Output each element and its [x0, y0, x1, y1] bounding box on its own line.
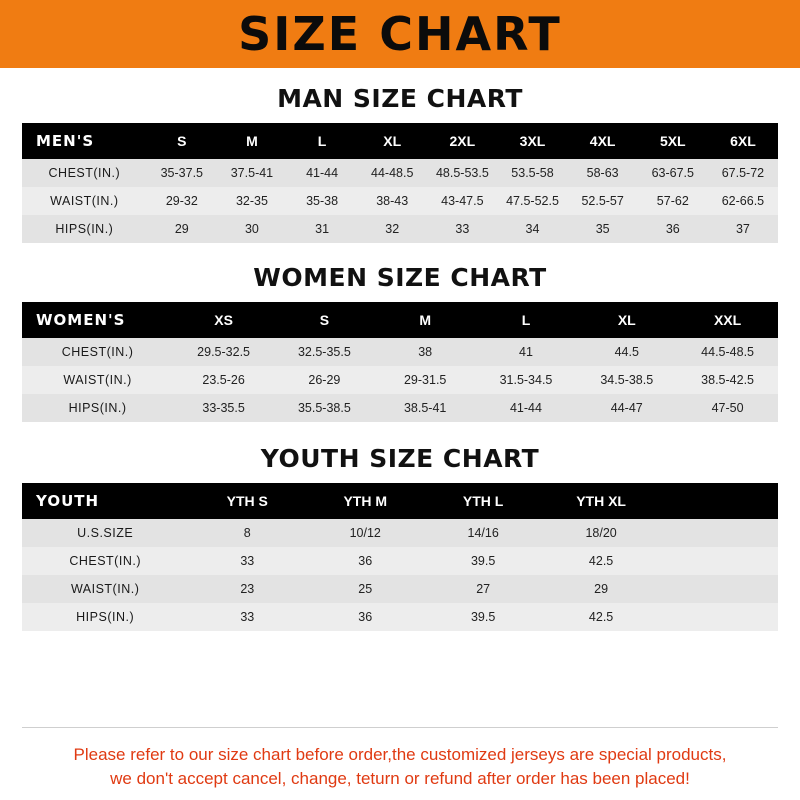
men-hips-s: 29 — [147, 215, 217, 243]
men-hips-xl: 32 — [357, 215, 427, 243]
men-table-wrap — [0, 123, 800, 243]
men-col-5xl: 5XL — [638, 123, 708, 159]
women-chest-xs: 29.5-32.5 — [173, 338, 274, 366]
youth-col-l: YTH L — [424, 483, 542, 519]
women-waist-xs: 23.5-26 — [173, 366, 274, 394]
men-size-table — [22, 123, 778, 243]
women-col-s: S — [274, 302, 375, 338]
table-row — [22, 338, 778, 366]
women-hips-m: 38.5-41 — [375, 394, 476, 422]
women-waist-xl: 34.5-38.5 — [576, 366, 677, 394]
table-row — [22, 159, 778, 187]
women-waist-m: 29-31.5 — [375, 366, 476, 394]
men-row-header: MEN'S — [22, 123, 147, 159]
youth-hips-s: 33 — [188, 603, 306, 631]
men-waist-m: 32-35 — [217, 187, 287, 215]
men-waist-xl: 38-43 — [357, 187, 427, 215]
men-waist-s: 29-32 — [147, 187, 217, 215]
men-hips-m: 30 — [217, 215, 287, 243]
women-col-xl: XL — [576, 302, 677, 338]
women-waist-label: WAIST(IN.) — [22, 366, 173, 394]
youth-chest-xl: 42.5 — [542, 547, 660, 575]
men-waist-6xl: 62-66.5 — [708, 187, 778, 215]
youth-col-s: YTH S — [188, 483, 306, 519]
divider — [22, 727, 778, 728]
women-chest-xl: 44.5 — [576, 338, 677, 366]
women-waist-s: 26-29 — [274, 366, 375, 394]
youth-ussize-s: 8 — [188, 519, 306, 547]
women-waist-xxl: 38.5-42.5 — [677, 366, 778, 394]
table-row — [22, 575, 778, 603]
youth-waist-xl: 29 — [542, 575, 660, 603]
women-waist-l: 31.5-34.5 — [476, 366, 577, 394]
men-chest-5xl: 63-67.5 — [638, 159, 708, 187]
men-hips-l: 31 — [287, 215, 357, 243]
women-chest-xxl: 44.5-48.5 — [677, 338, 778, 366]
table-row — [22, 547, 778, 575]
table-row — [22, 394, 778, 422]
youth-size-table — [22, 483, 778, 631]
men-hips-5xl: 36 — [638, 215, 708, 243]
table-row — [22, 366, 778, 394]
women-col-xxl: XXL — [677, 302, 778, 338]
women-hips-label: HIPS(IN.) — [22, 394, 173, 422]
youth-col-spacer — [660, 483, 778, 519]
women-hips-xxl: 47-50 — [677, 394, 778, 422]
men-waist-2xl: 43-47.5 — [427, 187, 497, 215]
women-chest-m: 38 — [375, 338, 476, 366]
youth-waist-label: WAIST(IN.) — [22, 575, 188, 603]
women-table-wrap — [0, 302, 800, 422]
table-row — [22, 519, 778, 547]
men-hips-2xl: 33 — [427, 215, 497, 243]
youth-waist-m: 25 — [306, 575, 424, 603]
women-col-xs: XS — [173, 302, 274, 338]
youth-chest-spacer — [660, 547, 778, 575]
men-col-2xl: 2XL — [427, 123, 497, 159]
men-col-4xl: 4XL — [568, 123, 638, 159]
youth-ussize-l: 14/16 — [424, 519, 542, 547]
note-line-2: we don't accept cancel, change, teturn or refund after order has been placed! — [110, 769, 690, 789]
youth-row-header: YOUTH — [22, 483, 188, 519]
women-chest-l: 41 — [476, 338, 577, 366]
note-line-1: Please refer to our size chart before order,the customized jerseys are special products, — [73, 744, 727, 764]
table-header-row — [22, 123, 778, 159]
women-chest-label: CHEST(IN.) — [22, 338, 173, 366]
women-hips-l: 41-44 — [476, 394, 577, 422]
men-hips-3xl: 34 — [497, 215, 567, 243]
men-waist-3xl: 47.5-52.5 — [497, 187, 567, 215]
men-waist-label: WAIST(IN.) — [22, 187, 147, 215]
men-col-m: M — [217, 123, 287, 159]
women-hips-xl: 44-47 — [576, 394, 677, 422]
youth-col-xl: YTH XL — [542, 483, 660, 519]
men-chest-m: 37.5-41 — [217, 159, 287, 187]
table-row — [22, 603, 778, 631]
women-hips-s: 35.5-38.5 — [274, 394, 375, 422]
women-col-m: M — [375, 302, 476, 338]
youth-chest-label: CHEST(IN.) — [22, 547, 188, 575]
section-title-women: WOMEN SIZE CHART — [253, 263, 547, 292]
women-chest-s: 32.5-35.5 — [274, 338, 375, 366]
youth-chest-s: 33 — [188, 547, 306, 575]
men-col-xl: XL — [357, 123, 427, 159]
order-policy-note — [0, 743, 800, 792]
section-title-youth: YOUTH SIZE CHART — [260, 444, 540, 473]
men-chest-3xl: 53.5-58 — [497, 159, 567, 187]
men-hips-label: HIPS(IN.) — [22, 215, 147, 243]
section-title-men: MAN SIZE CHART — [277, 84, 523, 113]
men-chest-xl: 44-48.5 — [357, 159, 427, 187]
youth-waist-l: 27 — [424, 575, 542, 603]
header-banner — [0, 0, 800, 68]
men-col-s: S — [147, 123, 217, 159]
youth-chest-l: 39.5 — [424, 547, 542, 575]
men-chest-4xl: 58-63 — [568, 159, 638, 187]
youth-hips-xl: 42.5 — [542, 603, 660, 631]
youth-waist-s: 23 — [188, 575, 306, 603]
men-chest-label: CHEST(IN.) — [22, 159, 147, 187]
women-hips-xs: 33-35.5 — [173, 394, 274, 422]
youth-chest-m: 36 — [306, 547, 424, 575]
page-title: SIZE CHART — [238, 7, 562, 61]
women-size-table — [22, 302, 778, 422]
men-waist-5xl: 57-62 — [638, 187, 708, 215]
men-col-6xl: 6XL — [708, 123, 778, 159]
men-chest-s: 35-37.5 — [147, 159, 217, 187]
men-chest-2xl: 48.5-53.5 — [427, 159, 497, 187]
youth-ussize-label: U.S.SIZE — [22, 519, 188, 547]
men-hips-4xl: 35 — [568, 215, 638, 243]
youth-ussize-m: 10/12 — [306, 519, 424, 547]
table-header-row — [22, 302, 778, 338]
youth-ussize-xl: 18/20 — [542, 519, 660, 547]
youth-hips-l: 39.5 — [424, 603, 542, 631]
men-chest-l: 41-44 — [287, 159, 357, 187]
table-row — [22, 187, 778, 215]
table-header-row — [22, 483, 778, 519]
men-col-l: L — [287, 123, 357, 159]
youth-col-m: YTH M — [306, 483, 424, 519]
women-row-header: WOMEN'S — [22, 302, 173, 338]
table-row — [22, 215, 778, 243]
youth-hips-spacer — [660, 603, 778, 631]
men-chest-6xl: 67.5-72 — [708, 159, 778, 187]
youth-waist-spacer — [660, 575, 778, 603]
youth-ussize-spacer — [660, 519, 778, 547]
youth-hips-m: 36 — [306, 603, 424, 631]
men-waist-4xl: 52.5-57 — [568, 187, 638, 215]
youth-table-wrap — [0, 483, 800, 631]
youth-hips-label: HIPS(IN.) — [22, 603, 188, 631]
men-col-3xl: 3XL — [497, 123, 567, 159]
women-col-l: L — [476, 302, 577, 338]
men-hips-6xl: 37 — [708, 215, 778, 243]
men-waist-l: 35-38 — [287, 187, 357, 215]
